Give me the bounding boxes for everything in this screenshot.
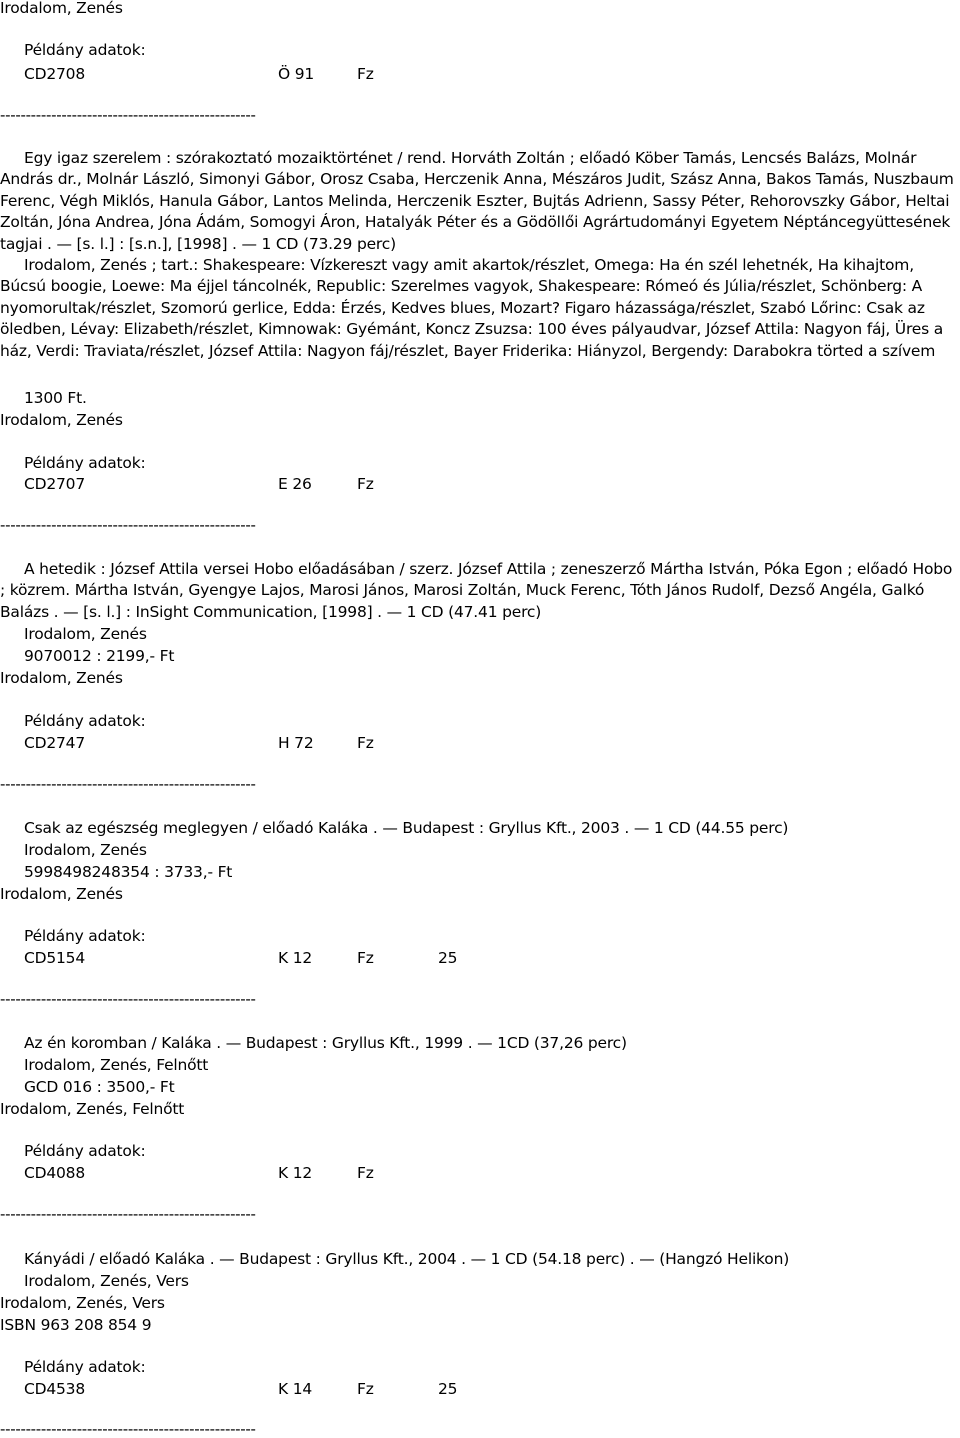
subject-heading: Irodalom, Zenés, Felnőtt <box>0 1100 185 1118</box>
subject: Irodalom, Zenés <box>24 841 147 859</box>
copy-status: Fz <box>357 1164 374 1182</box>
copy-id: CD2707 <box>24 475 86 493</box>
copy-shelf: K 12 <box>278 1164 313 1182</box>
copy-status: Fz <box>357 65 374 83</box>
copy-shelf: E 26 <box>278 475 312 493</box>
price: 9070012 : 2199,- Ft <box>24 647 175 665</box>
isbn: ISBN 963 208 854 9 <box>0 1316 152 1334</box>
separator: -------------------------------------------------- <box>0 990 256 1008</box>
price: 5998498248354 : 3733,- Ft <box>24 863 233 881</box>
copies-label: Példány adatok: <box>24 454 146 472</box>
record-description: Egy igaz szerelem : szórakoztató mozaiktörténet / rend. Horváth Zoltán ; előadó Köber Tamás, Lencsés Balázs, Molnár András dr., Molnár László, Simonyi Gábor, Orosz Csaba, Herczenik Anna, Mészáros Judit, Szász Anna, Bakos Tamás, Nuszbaum Ferenc, Végh Miklós, Hanula Gábor, Lantos Melinda, Herczenik Eszter, Bujtás Adrienn, Sassy Péter, Rehorovszky Gábor, Heltai Zoltán, Jóna Andrea, Jóna Ádám, Somogyi Áron, Hatalyák Péter és a Gödöllői Agrártudományi Egyetem Néptáncegyüttesének tagjai . — [s. l.] : [s.n.], [1998] . — 1 CD (73.29 perc) <box>0 149 954 253</box>
separator: -------------------------------------------------- <box>0 775 256 793</box>
separator: -------------------------------------------------- <box>0 106 256 124</box>
copy-shelf: Ö 91 <box>278 65 315 83</box>
copies-label: Példány adatok: <box>24 1142 146 1160</box>
copy-shelf: K 14 <box>278 1380 313 1398</box>
price: GCD 016 : 3500,- Ft <box>24 1078 175 1096</box>
copy-status: Fz <box>357 734 374 752</box>
copy-id: CD5154 <box>24 949 86 967</box>
copies-label: Példány adatok: <box>24 712 146 730</box>
separator: -------------------------------------------------- <box>0 1205 256 1223</box>
record-description: Az én koromban / Kaláka . — Budapest : Gryllus Kft., 1999 . — 1CD (37,26 perc) <box>24 1034 627 1052</box>
separator: -------------------------------------------------- <box>0 1420 256 1438</box>
subject: Irodalom, Zenés <box>24 625 147 643</box>
subject-heading: Irodalom, Zenés <box>0 411 123 429</box>
separator: -------------------------------------------------- <box>0 516 256 534</box>
subject-heading: Irodalom, Zenés <box>0 885 123 903</box>
copy-id: CD2708 <box>24 65 86 83</box>
copy-id: CD4538 <box>24 1380 86 1398</box>
copy-status: Fz <box>357 1380 374 1398</box>
copy-status: Fz <box>357 949 374 967</box>
subject-heading: Irodalom, Zenés, Vers <box>0 1294 165 1312</box>
copy-id: CD4088 <box>24 1164 86 1182</box>
subject-heading: Irodalom, Zenés <box>0 0 123 17</box>
record-description: A hetedik : József Attila versei Hobo előadásában / szerz. József Attila ; zeneszerző Mártha István, Póka Egon ; előadó Hobo ; közrem. Mártha István, Gyengye Lajos, Marosi János, Marosi Zoltán, Muck Ferenc, Tóth János Rudolf, Dezső Angéla, Galkó Balázs . — [s. l.] : InSight Communication, [1998] . — 1 CD (47.41 perc) <box>0 560 953 621</box>
record-note: Irodalom, Zenés ; tart.: Shakespeare: Vízkereszt vagy amit akartok/részlet, Omega: Ha én szél lehetnék, Ha kihajtom, Búcsú boogie, Loewe: Ma éjjel táncolnék, Republic: Szerelmes vagyok, Shakespeare: Rómeó és Júlia/részlet, Schönberg: A nyomorultak/részlet, Szomorú gerlice, Edda: Érzés, Kedves blues, Mozart? Figaro házassága/részlet, Szabó Lőrinc: Csak az öledben, Lévay: Elizabeth/részlet, Kimnowak: Gyémánt, Koncz Zsuzsa: 100 éves pályaudvar, József Attila: Nagyon fáj, Üres a ház, Verdi: Traviata/részlet, József Attila: Nagyon fáj/részlet, Bayer Friderika: Hiányzol, Bergendy: Darabokra törted a szívem <box>0 256 944 360</box>
record-description: Csak az egészség meglegyen / előadó Kaláka . — Budapest : Gryllus Kft., 2003 . — 1 CD (44.55 perc) <box>24 819 789 837</box>
copy-count: 25 <box>438 1380 458 1398</box>
record-description: Kányádi / előadó Kaláka . — Budapest : Gryllus Kft., 2004 . — 1 CD (54.18 perc) . — (Hangzó Helikon) <box>24 1250 790 1268</box>
copy-status: Fz <box>357 475 374 493</box>
copies-label: Példány adatok: <box>24 1358 146 1376</box>
subject-heading: Irodalom, Zenés <box>0 669 123 687</box>
subject: Irodalom, Zenés, Felnőtt <box>24 1056 209 1074</box>
copies-label: Példány adatok: <box>24 41 146 59</box>
copy-shelf: H 72 <box>278 734 314 752</box>
subject: Irodalom, Zenés, Vers <box>24 1272 189 1290</box>
copy-count: 25 <box>438 949 458 967</box>
copies-label: Példány adatok: <box>24 927 146 945</box>
copy-id: CD2747 <box>24 734 86 752</box>
copy-shelf: K 12 <box>278 949 313 967</box>
price: 1300 Ft. <box>24 389 87 407</box>
